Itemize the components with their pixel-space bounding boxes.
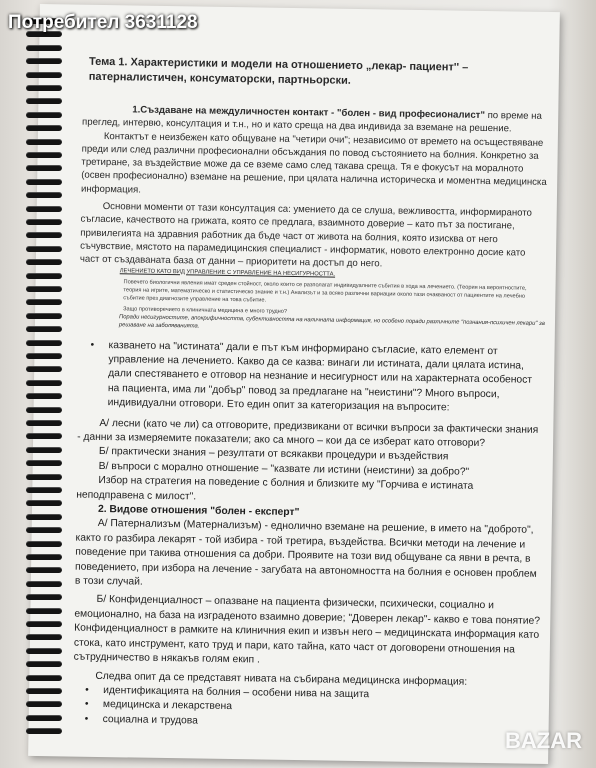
binding-ring: [26, 407, 62, 413]
document-content: [73, 55, 549, 734]
section2-heading: 2. Видове отношения "болен - експерт": [97, 503, 300, 519]
binding-ring: [26, 353, 62, 359]
binding-ring: [26, 688, 62, 694]
question-b: Б/ практически знания – резултати от всякакви процедури и въздействия: [98, 446, 449, 463]
binding-ring: [26, 299, 62, 305]
binding-ring: [26, 206, 62, 212]
binding-ring: [26, 514, 62, 520]
binding-ring: [26, 366, 62, 372]
binding-ring: [26, 460, 62, 466]
paragraph-paternalism: А/ Патернализъм (Матернализъм) - еднолично вземане на решение, в името на "доброто", както го разбира лекарят - той избира - той третира, въздейства. Всички методи на лечение и поведение при такива отношения са добри. Проявите на този вид общуване са явни в речта, в поведението, при избора на лечение - загубата на автономността на болния е основен проблем в този случай.: [74, 518, 537, 588]
binding-ring: [26, 393, 62, 399]
binding-ring: [26, 259, 62, 265]
binding-ring: [26, 554, 62, 560]
binding-ring: [26, 701, 62, 707]
binding-ring: [26, 447, 62, 453]
question-a: А/ лесни (като че ли) са отговорите, предизвикани от всички въпроси за фактически знания - данни за измеряемите показатели; ако са много – кои да се изберат като отговори?: [77, 417, 539, 450]
seller-username: Потребител 3631128: [8, 12, 198, 33]
binding-ring: [26, 313, 62, 319]
binding-ring: [26, 608, 62, 614]
document-title: Тема 1. Характеристики и модели на отношението „лекар- пациент'' – патерналистичен, консуматорски, партньорски.: [88, 55, 469, 87]
binding-ring: [26, 192, 62, 198]
binding-ring: [26, 527, 62, 533]
binding-ring: [26, 634, 62, 640]
binding-ring: [26, 139, 62, 145]
paragraph-confidentiality: Б/ Конфиденциалност – опазване на пациента физически, психически, социално и емоционално, на база на изграденото взаимно доверие; "Доверен лекар"- какво е това понятие? Конфиденциалност в рамките на клиничния екип и извън него – медицинската информация като стока, като инструмент, като труд и пари, като тайна, като част от договорени отношения на сътрудничество в някакъв голям екип .: [73, 594, 541, 666]
binding-ring: [26, 179, 62, 185]
binding-ring: [26, 340, 62, 346]
binding-ring: [26, 72, 62, 78]
list-item: • социална и трудова: [73, 712, 539, 734]
question-v: В/ въпроси с морално отношение – "казвате ли истини (неистини) за добро?": [98, 460, 470, 478]
binding-ring: [26, 567, 62, 573]
binding-ring: [26, 581, 62, 587]
binding-ring: [26, 85, 62, 91]
paragraph-contact: Контактът е неизбежен като общуване на "четири очи"; независимо от времето на осъществяване преди или след различни професионални обсъждания по повод състоянието на болния. Конкретно за третиране, за въздействие може да се вземе само след такава среща. Тя е фокусът на моралното (освен професионално) вземане на решение, при цялата налична историческа и моментна медицинска информация.: [80, 130, 547, 196]
binding-ring: [26, 45, 62, 51]
binding-ring: [26, 125, 62, 131]
binding-ring: [26, 219, 62, 225]
small-heading: ЛЕЧЕНИЕТО КАТО ВИД УПРАВЛЕНИЕ С УПРАВЛЕНИЕ НА НЕСИГУРНОСТТА.: [119, 267, 336, 278]
section1-heading: 1.Създаване на междуличностен контакт - "болен - вид професионалист": [132, 104, 486, 121]
binding-ring: [26, 112, 62, 118]
binding-ring: [26, 420, 62, 426]
section1-heading-tail: по време на преглед, интервю, консултация и т.н., но и като среща на два индивида за вземане на решение.: [81, 109, 542, 135]
binding-ring: [26, 621, 62, 627]
binding-ring: [26, 433, 62, 439]
main-body: [73, 338, 545, 734]
document-page: [28, 4, 560, 764]
bullet-truth: • казването на "истината" дали е път към информирано съгласие, като елемент от управление на лечението. Какво да се казва: винаги ли истината, дали цялата истина, дали спестяването е отговор на незнание и несигурност или на характерната особеност на пациента, има ли "добър" повод за предлагане на "неистини"? Много въпроси, индивидуални отговори. Ето един опит за категоризация на въпросите:: [78, 338, 545, 417]
binding-ring: [26, 487, 62, 493]
binding-ring: [26, 286, 62, 292]
binding-ring: [26, 98, 62, 104]
small-italic-note: Поради несигурностите, апокрифичността, субективността на наличната информация, но особено поради различните "познания-психичен лекари" за решаване на заболяванията.: [118, 313, 545, 330]
binding-ring: [26, 715, 62, 721]
list-item: • медицинска и лекарствена: [73, 698, 539, 720]
binding-ring: [26, 500, 62, 506]
binding-ring: [26, 728, 62, 734]
binding-ring: [26, 594, 62, 600]
binding-ring: [26, 648, 62, 654]
bazar-logo: BAZAR: [505, 728, 582, 753]
strategy-choice: Избор на стратегия на поведение с болния и близките му "Горчива е истината неподправена с милост".: [76, 475, 474, 503]
list-item: • идентификацията на болния – особени нива на защита: [73, 683, 539, 705]
spiral-binding: [26, 18, 64, 748]
binding-ring: [26, 232, 62, 238]
small-question: Защо противоречието в клиничната медицина е много трудно?: [123, 305, 288, 315]
binding-ring: [26, 246, 62, 252]
binding-ring: [26, 661, 62, 667]
binding-ring: [26, 326, 62, 332]
paragraph-key-moments: Основни моменти от тази консултация са: умението да се слуша, вежливостта, информираното съгласие, качеството на грижата, която се предлага, взаимното доверие – като път за постигане, привилегията на здравния работник да бъде част от живота на болния, която изисква от него съчувствие, мястото на парамедицинския специалист - информатик, новото електронно досие като част от създаваната база от данни – приоритети на достъп до него.: [79, 201, 533, 270]
binding-ring: [26, 273, 62, 279]
info-levels-intro: Следва опит да се представят нивата на събирана медицинска информация:: [95, 670, 468, 688]
binding-ring: [26, 474, 62, 480]
binding-ring: [26, 380, 62, 386]
binding-ring: [26, 152, 62, 158]
binding-ring: [26, 58, 62, 64]
binding-ring: [26, 675, 62, 681]
binding-ring: [26, 165, 62, 171]
small-paragraph-probability: Повечето биологични явления имат среден стойност, около които се разполагат индивидуалните събития в хода на лечението. (Теория на вероятностите, теория на игрите, математическо и статистическо знание и т.н.) Анализът и за всяко различни вариации около тази очакваност от пациентите на лечебно събитие през диагнозите управление на това събитие.: [123, 278, 527, 304]
binding-ring: [26, 541, 62, 547]
